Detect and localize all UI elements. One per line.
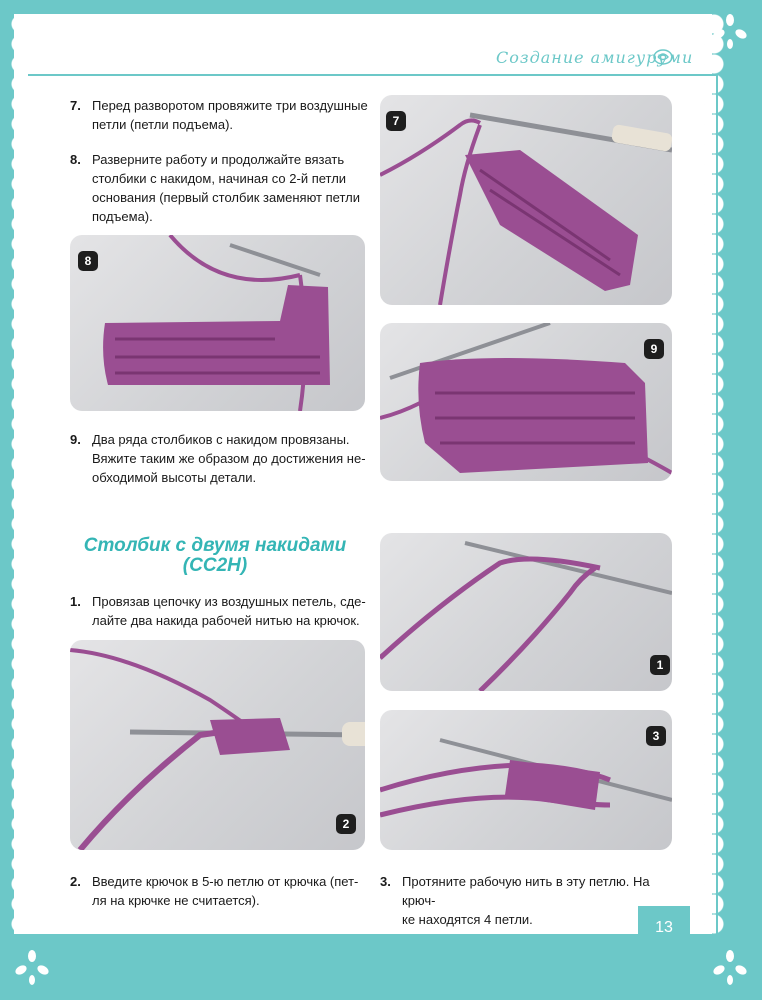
- step-number: 8.: [70, 152, 81, 167]
- step-9: [70, 430, 370, 490]
- step-text-line: Перед разворотом провяжите три воздушные: [92, 98, 368, 113]
- leaf-ornament-icon: [712, 14, 748, 50]
- step-text-line: Провязав цепочку из воздушных петель, сде-: [92, 594, 366, 609]
- step-2: [70, 872, 370, 912]
- photo-badge: 3: [646, 726, 666, 746]
- step-text-line: ля на крючке не считается).: [92, 893, 260, 908]
- bottom-divider: [24, 934, 728, 936]
- step-number: 9.: [70, 432, 81, 447]
- step-text-line: подъема).: [92, 209, 153, 224]
- step-number: 2.: [70, 874, 81, 889]
- section-title-line: Столбик с двумя накидами: [83, 535, 347, 556]
- photo-badge: 9: [644, 339, 664, 359]
- leaf-ornament-icon: [712, 950, 748, 986]
- photo-step-7: [380, 95, 672, 305]
- step-number: 7.: [70, 98, 81, 113]
- page-number: 13: [638, 906, 690, 950]
- rose-icon: [652, 47, 674, 67]
- photo-step-2: [70, 640, 365, 850]
- step-text-line: основания (первый столбик заменяют петли: [92, 190, 360, 205]
- section-title: [80, 536, 350, 576]
- step-text-line: ке находятся 4 петли.: [402, 912, 533, 927]
- leaf-ornament-icon: [14, 950, 50, 986]
- step-text-line: лайте два накида рабочей нитью на крючок.: [92, 613, 360, 628]
- photo-badge: 2: [336, 814, 356, 834]
- step-number: 1.: [70, 594, 81, 609]
- step-text-line: петли (петли подъема).: [92, 117, 234, 132]
- step-text-line: Протяните рабочую нить в эту петлю. На крюч-: [402, 874, 650, 908]
- photo-badge: 8: [78, 251, 98, 271]
- left-scalloped-edge: [0, 14, 20, 934]
- step-text-line: обходимой высоты детали.: [92, 470, 257, 485]
- step-number: 3.: [380, 874, 391, 889]
- step-text-line: Вяжите таким же образом до достижения не-: [92, 451, 366, 466]
- step-text-line: Введите крючок в 5-ю петлю от крючка (пет-: [92, 874, 359, 889]
- running-header: Создание амигуруми: [496, 48, 694, 67]
- step-7: [70, 96, 370, 136]
- step-text-line: Разверните работу и продолжайте вязать: [92, 152, 345, 167]
- section-title-line: (СС2Н): [182, 555, 248, 576]
- photo-badge: 1: [650, 655, 670, 675]
- photo-badge: 7: [386, 111, 406, 131]
- photo-step-8: [70, 235, 365, 411]
- step-8: [70, 150, 370, 230]
- photo-step-9: [380, 323, 672, 481]
- step-3: [380, 872, 680, 927]
- leaf-ornament-icon: [14, 14, 50, 50]
- photo-step-1: [380, 533, 672, 691]
- step-1: [70, 592, 370, 632]
- step-text-line: столбики с накидом, начиная со 2-й петли: [92, 171, 347, 186]
- step-text-line: Два ряда столбиков с накидом провязаны.: [92, 432, 350, 447]
- photo-step-3: [380, 710, 672, 850]
